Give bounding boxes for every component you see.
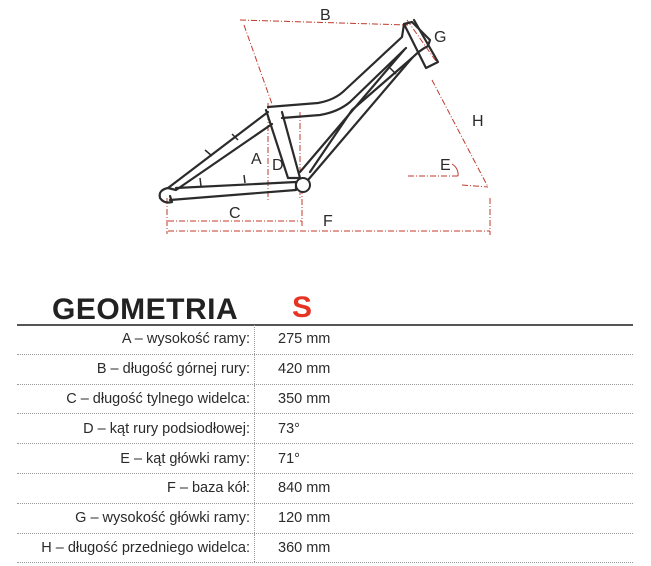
- param-label: B – długość górnej rury:: [96, 361, 250, 378]
- geometry-title: GEOMETRIA: [52, 293, 239, 326]
- dim-b-left-ext: [244, 25, 272, 104]
- table-row: [17, 325, 633, 355]
- top-tube-lower: [282, 48, 406, 118]
- cable-guide-3: [200, 178, 201, 186]
- dim-arc-e: [452, 164, 458, 176]
- param-label: D – kąt rury podsiodłowej:: [83, 420, 250, 437]
- param-label: C – długość tylnego widelca:: [66, 390, 250, 407]
- table-row: [17, 414, 633, 444]
- down-tube-inner: [300, 50, 404, 172]
- table-row: [17, 474, 633, 504]
- param-value: 120 mm: [278, 510, 331, 527]
- param-value: 840 mm: [278, 480, 331, 497]
- table-row: [17, 355, 633, 385]
- param-value: 71°: [278, 450, 300, 467]
- table-row: [17, 444, 633, 474]
- table-row: [17, 534, 633, 564]
- label-c: C: [229, 205, 241, 222]
- param-value: 420 mm: [278, 361, 331, 378]
- param-value: 73°: [278, 420, 300, 437]
- label-g: G: [434, 29, 447, 46]
- param-label: F – baza kół:: [166, 480, 250, 497]
- table-row: [17, 504, 633, 534]
- dim-h-ext: [462, 185, 488, 187]
- param-value: 350 mm: [278, 390, 331, 407]
- frame-size-label: S: [292, 291, 313, 324]
- param-label: H – długość przedniego widelca:: [41, 539, 250, 556]
- param-label: A – wysokość ramy:: [121, 331, 250, 348]
- label-d: D: [272, 157, 284, 174]
- table-row: [17, 385, 633, 415]
- param-value: 360 mm: [278, 539, 331, 556]
- bike-frame-diagram: [0, 0, 651, 260]
- label-e: E: [440, 157, 451, 174]
- label-f: F: [323, 213, 333, 230]
- label-h: H: [472, 113, 484, 130]
- label-b: B: [320, 7, 331, 24]
- label-a: A: [251, 151, 262, 168]
- bottom-bracket: [296, 178, 310, 192]
- param-value: 275 mm: [278, 331, 331, 348]
- cable-guide-4: [244, 175, 245, 183]
- param-label: E – kąt główki ramy:: [120, 450, 250, 467]
- chain-stay: [170, 182, 296, 200]
- cable-guide-1: [205, 150, 212, 156]
- param-label: G – wysokość główki ramy:: [75, 510, 250, 527]
- geometry-table: [17, 325, 633, 563]
